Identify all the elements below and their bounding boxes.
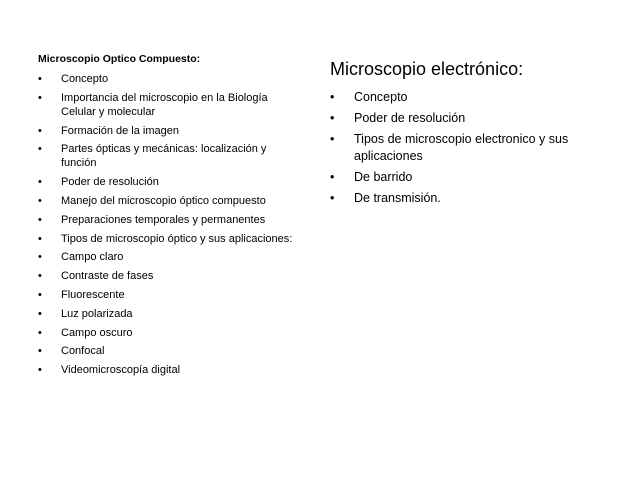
bullet-icon: •: [330, 132, 335, 146]
list-item: [38, 175, 300, 189]
list-item-text: Tipos de microscopio óptico y sus aplicaciones:: [61, 232, 293, 245]
list-item-text: Campo claro: [61, 251, 124, 264]
list-item: [38, 288, 300, 302]
list-item: [38, 124, 300, 138]
list-item-text: Videomicroscopía digital: [61, 364, 181, 377]
list-item-text: Importancia del microscopio en la Biología Celular y molecular: [61, 91, 268, 118]
bullet-icon: •: [38, 232, 42, 245]
electron-microscope-title: Microscopio electrónico:: [330, 59, 524, 79]
bullet-icon: •: [38, 143, 42, 156]
list-item: [38, 326, 300, 340]
list-item: [38, 232, 300, 246]
list-item-text: Formación de la imagen: [61, 124, 180, 137]
bullet-icon: •: [38, 213, 42, 226]
list-item-text: Confocal: [61, 345, 105, 358]
bullet-icon: •: [330, 111, 335, 125]
list-item: [330, 110, 600, 127]
list-item-text: De transmisión.: [354, 191, 441, 205]
list-item: [38, 344, 300, 358]
bullet-icon: •: [38, 91, 42, 104]
list-item: [330, 131, 600, 165]
bullet-icon: •: [38, 288, 42, 301]
list-item: [330, 89, 600, 106]
bullet-icon: •: [38, 251, 42, 264]
electron-microscope-section: [330, 57, 600, 211]
bullet-icon: •: [38, 73, 42, 85]
list-item-text: Tipos de microscopio electronico y sus aplicaciones: [354, 132, 569, 163]
bullet-icon: •: [38, 364, 42, 377]
list-item: [38, 307, 300, 321]
list-item-text: De barrido: [354, 170, 413, 184]
list-item: [330, 169, 600, 186]
list-item-text: Fluorescente: [61, 288, 125, 301]
list-item: [38, 91, 300, 119]
list-item-text: Poder de resolución: [354, 111, 466, 125]
list-item: [38, 363, 300, 377]
bullet-icon: •: [38, 176, 42, 189]
optical-microscope-list: [38, 72, 300, 377]
electron-microscope-list: [330, 89, 600, 207]
list-item: [330, 190, 600, 207]
list-item-text: Concepto: [354, 90, 408, 104]
bullet-icon: •: [38, 326, 42, 339]
list-item: [38, 250, 300, 264]
list-item: [38, 142, 300, 170]
list-item-text: Poder de resolución: [61, 176, 159, 189]
bullet-icon: •: [330, 170, 335, 184]
list-item-text: Preparaciones temporales y permanentes: [61, 213, 266, 226]
optical-microscope-section: [38, 52, 300, 382]
list-item-text: Campo oscuro: [61, 326, 133, 339]
list-item-text: Manejo del microscopio óptico compuesto: [61, 194, 266, 207]
bullet-icon: •: [38, 194, 42, 207]
bullet-icon: •: [38, 307, 42, 320]
bullet-icon: •: [38, 270, 42, 283]
list-item-text: Luz polarizada: [61, 307, 133, 320]
list-item: [38, 269, 300, 283]
bullet-icon: •: [38, 124, 42, 137]
list-item: [38, 72, 300, 86]
bullet-icon: •: [330, 90, 335, 104]
optical-microscope-title: Microscopio Optico Compuesto:: [38, 53, 201, 65]
list-item: [38, 194, 300, 208]
list-item-text: Partes ópticas y mecánicas: localización y función: [61, 143, 267, 170]
list-item-text: Concepto: [61, 73, 109, 85]
list-item-text: Contraste de fases: [61, 270, 154, 283]
list-item: [38, 213, 300, 227]
bullet-icon: •: [330, 191, 335, 205]
bullet-icon: •: [38, 345, 42, 358]
